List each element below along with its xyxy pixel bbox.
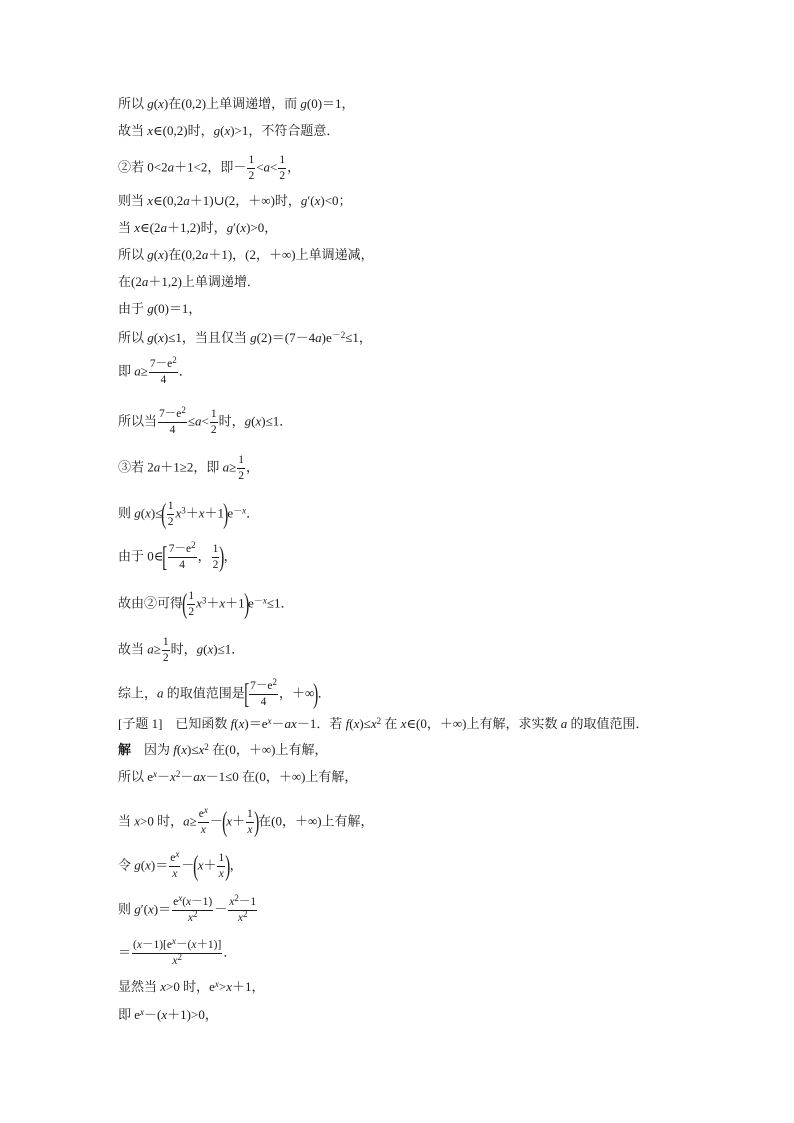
subproblem-statement: [子题 1] 已知函数 $f(x)=e^x-ax-1$．若 $f(x)\le x^2$ 在 x∈(0，＋∞)上有解，求实数 a 的取值范围． bbox=[118, 716, 649, 731]
fraction: $\frac{7-e^2}{4}$ bbox=[149, 355, 177, 386]
fraction: $\frac{e^x}{x}$ bbox=[198, 805, 208, 836]
text-line: 所以 g(x)在(0,2a＋1)，(2，＋∞)上单调递减， bbox=[118, 247, 374, 262]
fraction: $\frac{(x-1)[e^x-(x+1)]}{x^2}$ bbox=[133, 936, 222, 967]
text-line: ③若 2a＋1≥2，即 a≥ $\frac{1}{2}$ ， bbox=[118, 454, 260, 482]
fraction: $\frac{1}{2}$ bbox=[238, 454, 245, 482]
text-line: 令 g(x)＝ $\frac{e^x}{x}$ －(x＋ $\frac{1}{x}$ )， bbox=[118, 849, 243, 882]
text-line: 即 $e^x-(x+1)>0$， bbox=[118, 1007, 218, 1022]
text-line: 由于 0∈[ $\frac{7-e^2}{4}$ ， $\frac{1}{2}$ )， bbox=[118, 540, 237, 573]
fraction: $\frac{1}{2}$ bbox=[162, 636, 169, 664]
text-line: 所以 g(x)≤1，当且仅当 $g(2)=(7-4a)e^{-2}\le 1$， bbox=[118, 330, 372, 345]
text-line: 所以当 $\frac{7-e^2}{4}$ ≤a< $\frac{1}{2}$ 时，g(x)≤1． bbox=[118, 405, 293, 436]
text-line: 故由②可得( $\frac{1}{2}$ $x^3+x+1)e^{-x}\le 1$． bbox=[118, 588, 294, 620]
text-line: 则 g′(x)＝ $\frac{e^x(x-1)}{x^2}$ － $\frac{x^2-1}{x^2}$ bbox=[118, 893, 257, 924]
text-line: ＝ $\frac{(x-1)[e^x-(x+1)]}{x^2}$ ． bbox=[118, 936, 237, 967]
fraction: $\frac{1}{2}$ bbox=[188, 590, 195, 618]
solution-start: 解 因为 $f(x)\le x^2$ 在(0，＋∞)上有解， bbox=[118, 742, 328, 757]
text-line: 故当 a≥ $\frac{1}{2}$ 时，g(x)≤1． bbox=[118, 636, 245, 664]
text-line: 在(2a＋1,2)上单调递增． bbox=[118, 274, 260, 289]
fraction: $\frac{e^x(x-1)}{x^2}$ bbox=[173, 893, 213, 924]
text-line: ②若 0<2a＋1<2，即－ $\frac{1}{2}$ <a< $\frac{1}{2}$ ， bbox=[118, 154, 301, 182]
fraction: $\frac{7-e^2}{4}$ bbox=[159, 405, 186, 436]
text-line: 则 g(x)≤( $\frac{1}{2}$ $x^3+x+1)e^{-x}$． bbox=[118, 498, 260, 530]
fraction: $\frac{1}{2}$ bbox=[279, 154, 286, 182]
text-line: 当 x>0 时，a≥ $\frac{e^x}{x}$ －(x＋ $\frac{1}{x}$ )在(0，＋∞)上有解， bbox=[118, 805, 374, 838]
text-line: 综上，a 的取值范围是[ $\frac{7-e^2}{4}$ ，＋∞)． bbox=[118, 677, 331, 710]
text-line: 当 x∈(2a＋1,2)时，g′(x)>0， bbox=[118, 220, 278, 235]
text-line: 故当 x∈(0,2)时，g(x)>1，不符合题意． bbox=[118, 123, 340, 138]
fraction: $\frac{1}{2}$ bbox=[167, 500, 174, 528]
fraction: $\frac{1}{2}$ bbox=[210, 408, 217, 436]
text-line: 所以 $e^x-x^2-ax-1\le 0$ 在(0，＋∞)上有解， bbox=[118, 769, 358, 784]
text-line: 则当 x∈(0,2a＋1)∪(2，＋∞)时，g′(x)<0； bbox=[118, 193, 352, 208]
fraction: $\frac{1}{2}$ bbox=[248, 154, 255, 182]
fraction: $\frac{1}{2}$ bbox=[212, 543, 219, 571]
fraction: $\frac{x^2-1}{x^2}$ bbox=[229, 893, 257, 924]
fraction: $\frac{1}{x}$ bbox=[247, 808, 253, 836]
text-line: 即 a≥ $\frac{7-e^2}{4}$ ． bbox=[118, 355, 192, 386]
fraction: $\frac{1}{x}$ bbox=[218, 852, 225, 880]
fraction: $\frac{e^x}{x}$ bbox=[170, 849, 180, 880]
fraction: $\frac{7-e^2}{4}$ bbox=[168, 540, 196, 571]
text-line: 由于 g(0)＝1， bbox=[118, 301, 202, 316]
text-line: 显然当 x>0 时，$e^x>x+1$， bbox=[118, 979, 265, 994]
text-line: 所以 g(x)在(0,2)上单调递增，而 g(0)＝1， bbox=[118, 96, 355, 111]
fraction: $\frac{7-e^2}{4}$ bbox=[250, 677, 277, 708]
